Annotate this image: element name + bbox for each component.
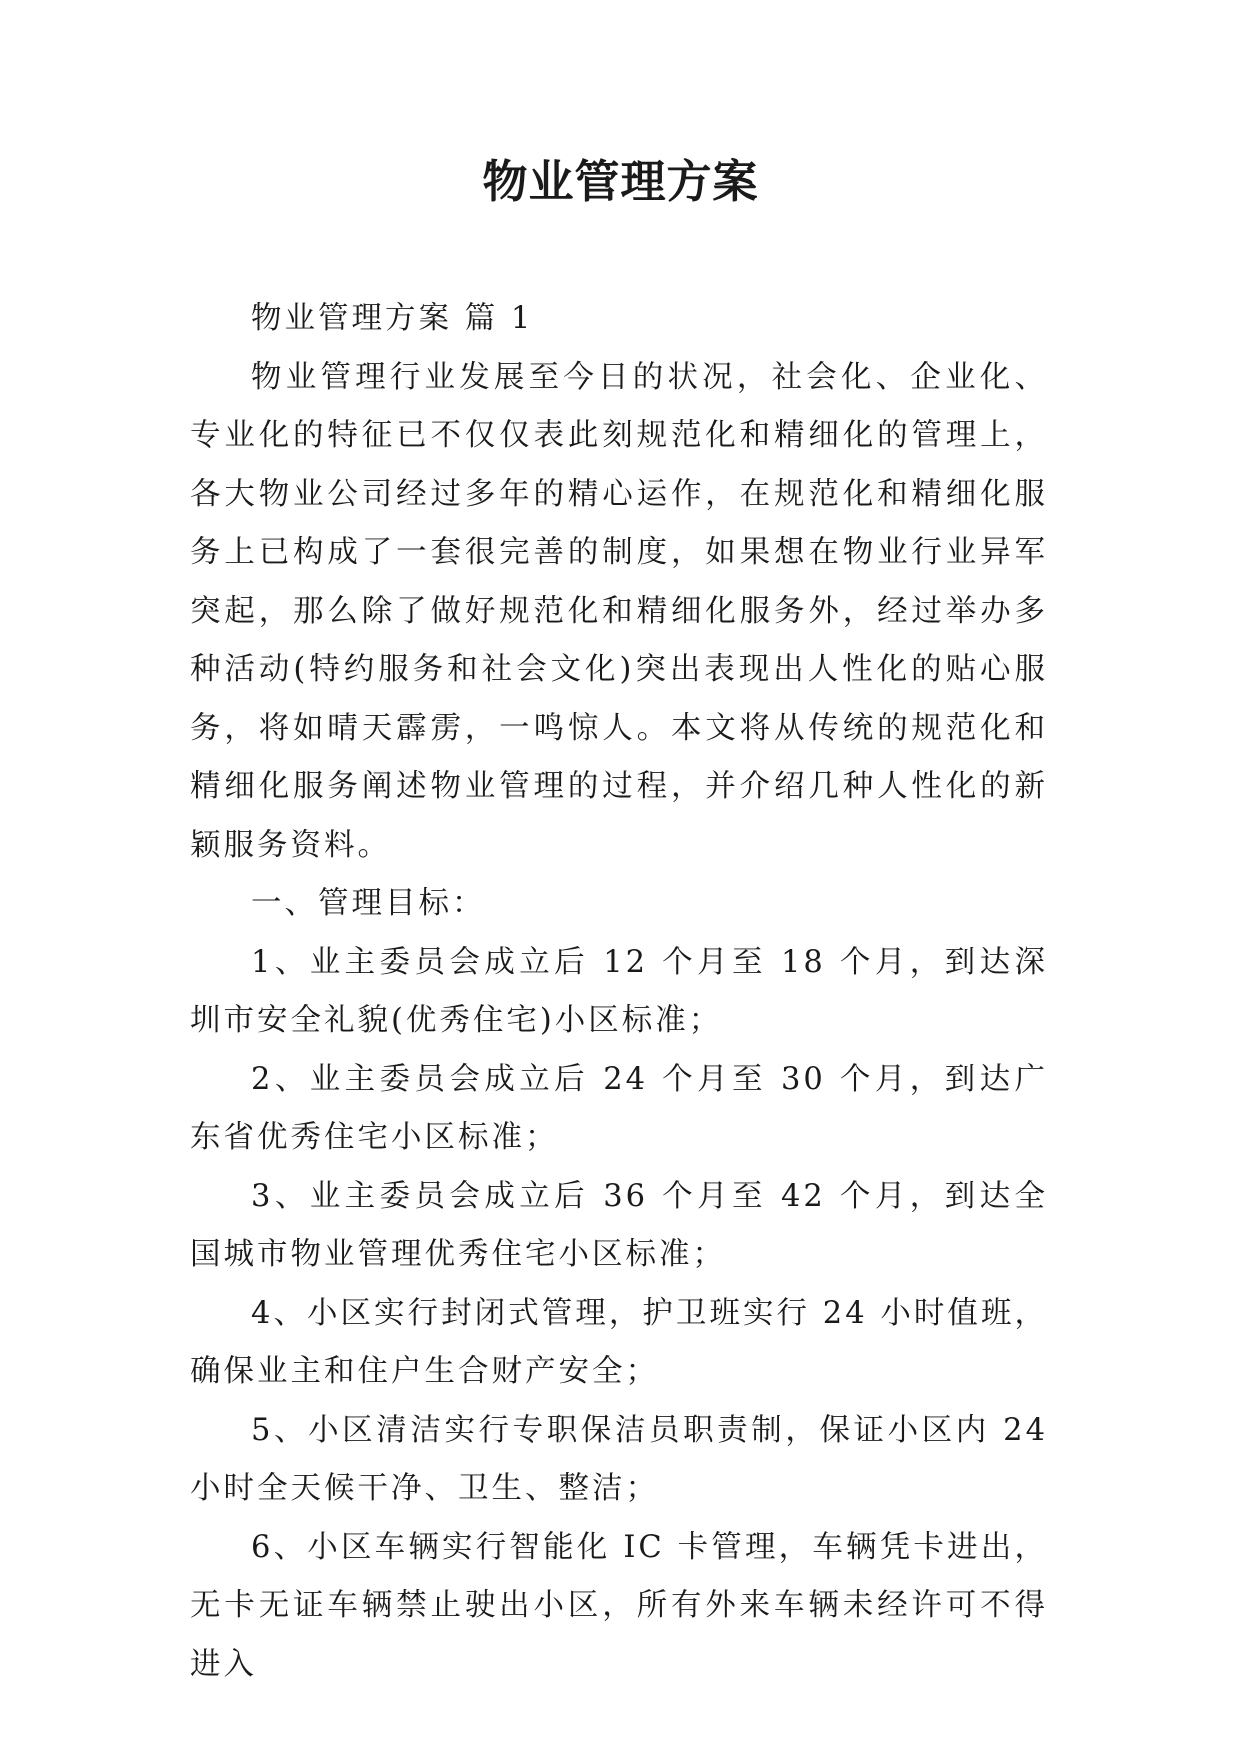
list-item-2: 2、业主委员会成立后 24 个月至 30 个月，到达广东省优秀住宅小区标准； (190, 1061, 1048, 1155)
list-item-1: 1、业主委员会成立后 12 个月至 18 个月，到达深圳市安全礼貌(优秀住宅)小区标准； (190, 944, 1048, 1038)
section-heading: 物业管理方案 篇 1 (251, 301, 534, 336)
document-body (190, 290, 1048, 1694)
list-item-5: 5、小区清洁实行专职保洁员职责制，保证小区内 24 小时全天候干净、卫生、整洁； (190, 1412, 1048, 1506)
intro-paragraph: 物业管理行业发展至今日的状况，社会化、企业化、专业化的特征已不仅仅表此刻规范化和精细化的管理上，各大物业公司经过多年的精心运作，在规范化和精细化服务上已构成了一套很完善的制度，如果想在物业行业异军突起，那么除了做好规范化和精细化服务外，经过举办多种活动(特约服务和社会文化)突出表现出人性化的贴心服务，将如晴天霹雳，一鸣惊人。本文将从传统的规范化和精细化服务阐述物业管理的过程，并介绍几种人性化的新颖服务资料。 (190, 359, 1048, 863)
list-item-3: 3、业主委员会成立后 36 个月至 42 个月，到达全国城市物业管理优秀住宅小区标准； (190, 1178, 1048, 1272)
subsection-heading: 一、管理目标： (251, 886, 486, 921)
list-item-6: 6、小区车辆实行智能化 IC 卡管理，车辆凭卡进出，无卡无证车辆禁止驶出小区，所有外来车辆未经许可不得进入 (190, 1529, 1048, 1682)
document-title: 物业管理方案 (482, 155, 759, 208)
list-item-4: 4、小区实行封闭式管理，护卫班实行 24 小时值班，确保业主和住户生合财产安全； (190, 1295, 1048, 1389)
